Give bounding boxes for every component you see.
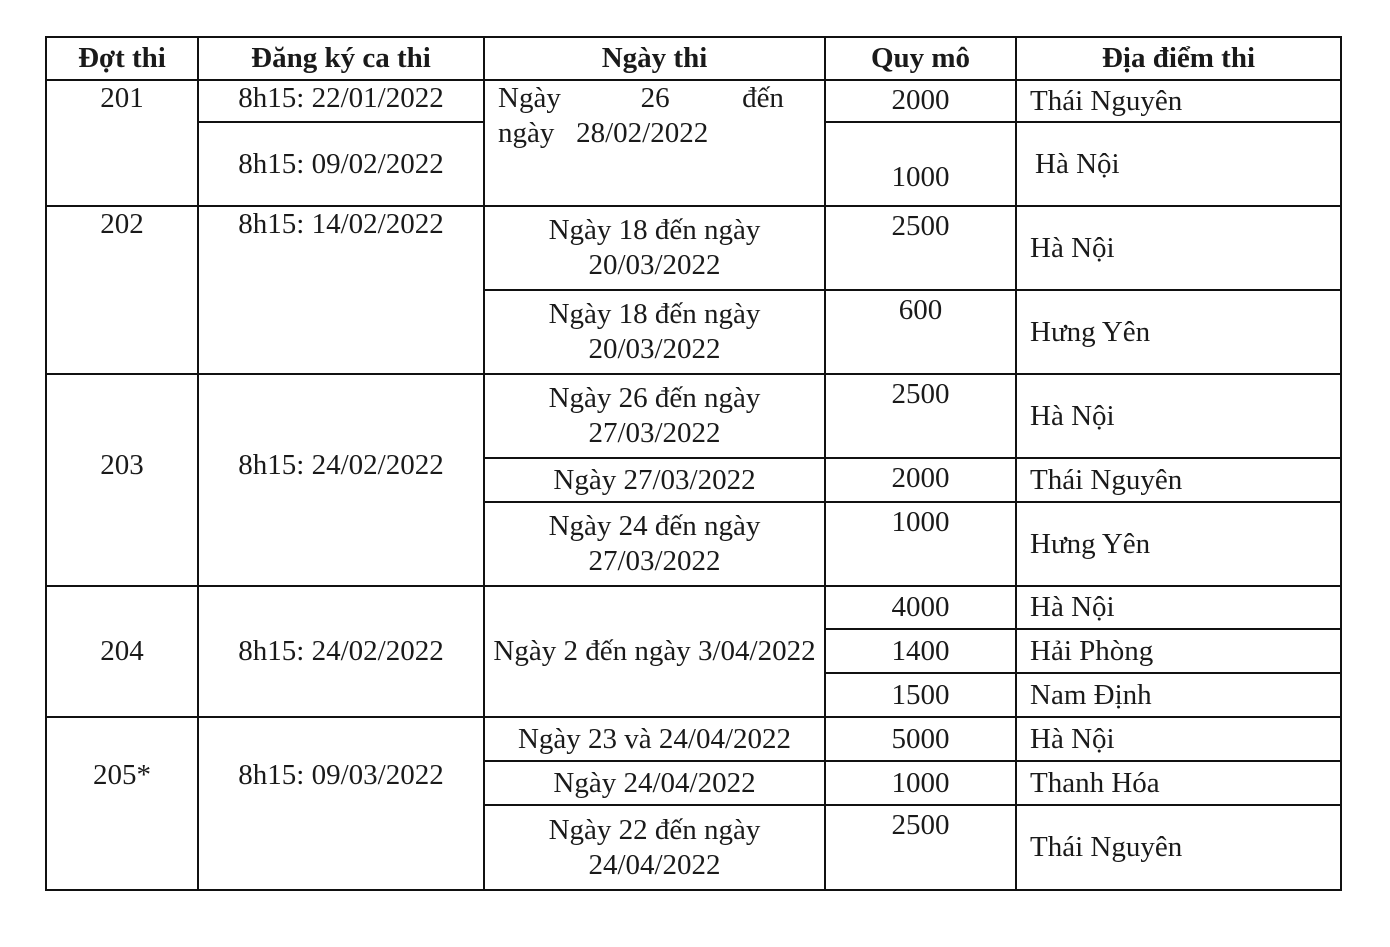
- quy-mo-cell: 2500: [825, 374, 1016, 458]
- dia-diem-cell: Thanh Hóa: [1016, 761, 1341, 805]
- quy-mo-cell: 600: [825, 290, 1016, 374]
- quy-mo-cell: 1400: [825, 629, 1016, 673]
- quy-mo-cell: 1500: [825, 673, 1016, 717]
- ngay-thi-cell: Ngày 22 đến ngày 24/04/2022: [484, 805, 825, 890]
- dot-thi-cell: 204: [46, 586, 198, 717]
- dia-diem-cell: Thái Nguyên: [1016, 458, 1341, 502]
- dia-diem-cell: Hà Nội: [1016, 717, 1341, 761]
- quy-mo-cell: 1000: [825, 761, 1016, 805]
- dia-diem-cell: Hưng Yên: [1016, 290, 1341, 374]
- ngay-thi-cell: Ngày 18 đến ngày 20/03/2022: [484, 290, 825, 374]
- quy-mo-cell: 2500: [825, 805, 1016, 890]
- quy-mo-cell: 2000: [825, 80, 1016, 122]
- ngay-thi-cell: Ngày 27/03/2022: [484, 458, 825, 502]
- table-row: [46, 717, 1341, 761]
- header-dang-ky: Đăng ký ca thi: [198, 37, 484, 80]
- dia-diem-cell: Thái Nguyên: [1016, 805, 1341, 890]
- header-quy-mo: Quy mô: [825, 37, 1016, 80]
- ngay-thi-cell: Ngày 2 đến ngày 3/04/2022: [484, 586, 825, 717]
- dia-diem-cell: Nam Định: [1016, 673, 1341, 717]
- header-dot-thi: Đợt thi: [46, 37, 198, 80]
- dang-ky-cell: 8h15: 22/01/2022: [198, 80, 484, 122]
- dang-ky-cell: 8h15: 09/02/2022: [198, 122, 484, 206]
- exam-schedule-table: [45, 36, 1342, 891]
- ngay-thi-cell: Ngày 26 đến ngày 27/03/2022: [484, 374, 825, 458]
- ngay-thi-cell: Ngày 24 đến ngày 27/03/2022: [484, 502, 825, 586]
- quy-mo-cell: 1000: [825, 122, 1016, 206]
- dot-thi-cell: 202: [46, 206, 198, 374]
- quy-mo-cell: 2000: [825, 458, 1016, 502]
- ngay-thi-cell: [484, 80, 825, 206]
- dia-diem-cell: Hà Nội: [1016, 122, 1341, 206]
- dia-diem-cell: Hà Nội: [1016, 374, 1341, 458]
- quy-mo-cell: 4000: [825, 586, 1016, 629]
- dang-ky-cell: 8h15: 24/02/2022: [198, 586, 484, 717]
- dot-thi-cell: 201: [46, 80, 198, 206]
- quy-mo-cell: 1000: [825, 502, 1016, 586]
- dang-ky-cell: 8h15: 14/02/2022: [198, 206, 484, 374]
- dot-thi-cell: 205*: [46, 717, 198, 890]
- dia-diem-cell: Hưng Yên: [1016, 502, 1341, 586]
- quy-mo-cell: 2500: [825, 206, 1016, 290]
- dia-diem-cell: Hà Nội: [1016, 206, 1341, 290]
- table-row: [46, 80, 1341, 122]
- ngay-thi-line: ngày 28/02/2022: [498, 117, 709, 149]
- ngay-thi-cell: Ngày 24/04/2022: [484, 761, 825, 805]
- table-row: [46, 586, 1341, 629]
- ngay-thi-cell: Ngày 23 và 24/04/2022: [484, 717, 825, 761]
- dang-ky-cell: 8h15: 24/02/2022: [198, 374, 484, 586]
- ngay-thi-cell: Ngày 18 đến ngày 20/03/2022: [484, 206, 825, 290]
- dia-diem-cell: Thái Nguyên: [1016, 80, 1341, 122]
- header-dia-diem: Địa điểm thi: [1016, 37, 1341, 80]
- header-ngay-thi: Ngày thi: [484, 37, 825, 80]
- table-row: [46, 206, 1341, 290]
- quy-mo-cell: 5000: [825, 717, 1016, 761]
- header-row: [46, 37, 1341, 80]
- dia-diem-cell: Hải Phòng: [1016, 629, 1341, 673]
- table-row: [46, 374, 1341, 458]
- dang-ky-cell: 8h15: 09/03/2022: [198, 717, 484, 890]
- ngay-thi-line: Ngày 26 đến: [498, 82, 784, 114]
- dot-thi-cell: 203: [46, 374, 198, 586]
- dia-diem-cell: Hà Nội: [1016, 586, 1341, 629]
